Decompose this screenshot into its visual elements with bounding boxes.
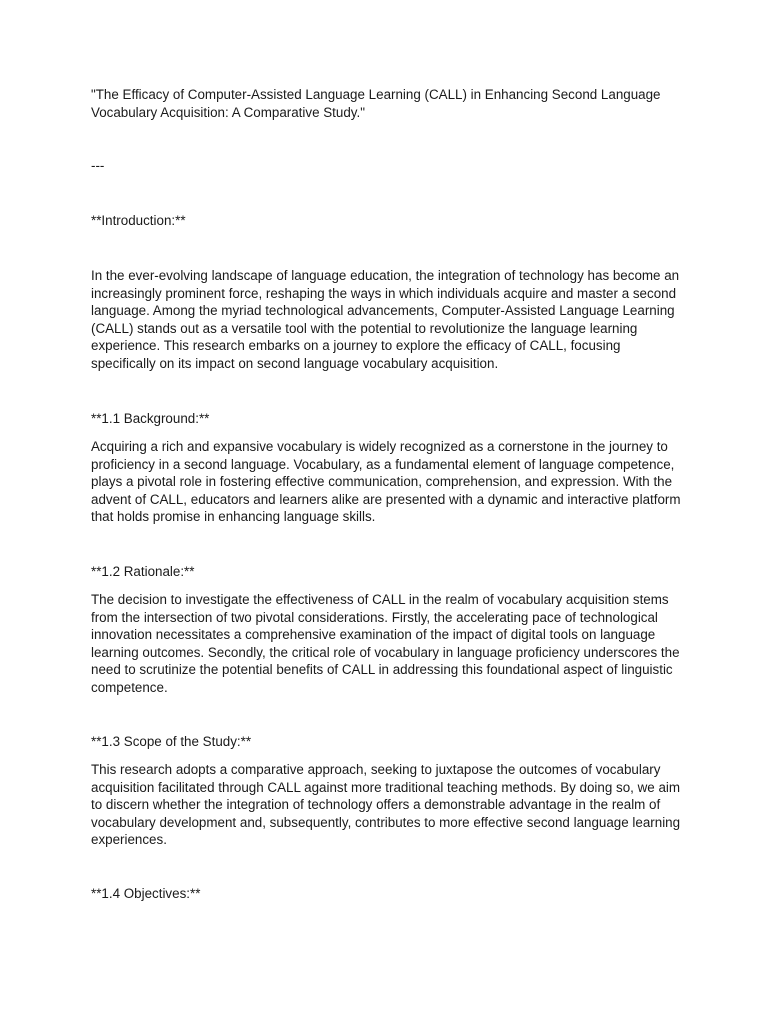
- section-body-introduction: In the ever-evolving landscape of language education, the integration of technology has become an increasingly prominent force, reshaping the ways in which individuals acquire and master a second language. Among the myriad technological advancements, Computer-Assisted Language Learning (CALL) stands out as a versatile tool with the potential to revolutionize the language learning experience. This research embarks on a journey to explore the efficacy of CALL, focusing specifically on its impact on second language vocabulary acquisition.: [91, 268, 680, 371]
- section-body-background: Acquiring a rich and expansive vocabulary is widely recognized as a cornerstone in the journey to proficiency in a second language. Vocabulary, as a fundamental element of language competence, plays a pivotal role in fostering effective communication, comprehension, and expression. With the advent of CALL, educators and learners alike are presented with a dynamic and interactive platform that holds promise in enhancing language skills.: [91, 439, 681, 524]
- separator-line: ---: [91, 158, 105, 173]
- section-heading-rationale: **1.2 Rationale:**: [91, 564, 195, 579]
- document-title: "The Efficacy of Computer-Assisted Language Learning (CALL) in Enhancing Second Language Vocabulary Acquisition: A Comparative Study.": [91, 87, 661, 120]
- section-heading-background: **1.1 Background:**: [91, 411, 210, 426]
- section-body-scope: This research adopts a comparative approach, seeking to juxtapose the outcomes of vocabulary acquisition facilitated through CALL against more traditional teaching methods. By doing so, we aim to discern whether the integration of technology offers a demonstrable advantage in the realm of vocabulary development and, subsequently, contributes to more effective second language learning experiences.: [91, 762, 681, 847]
- section-heading-scope: **1.3 Scope of the Study:**: [91, 734, 252, 749]
- section-heading-introduction: **Introduction:**: [91, 213, 186, 228]
- section-heading-objectives: **1.4 Objectives:**: [91, 886, 201, 901]
- section-body-rationale: The decision to investigate the effectiveness of CALL in the realm of vocabulary acquisition stems from the intersection of two pivotal considerations. Firstly, the accelerating pace of technological innovation necessitates a comprehensive examination of the impact of digital tools on language learning outcomes. Secondly, the critical role of vocabulary in language proficiency underscores the need to scrutinize the potential benefits of CALL in addressing this foundational aspect of linguistic competence.: [91, 592, 680, 695]
